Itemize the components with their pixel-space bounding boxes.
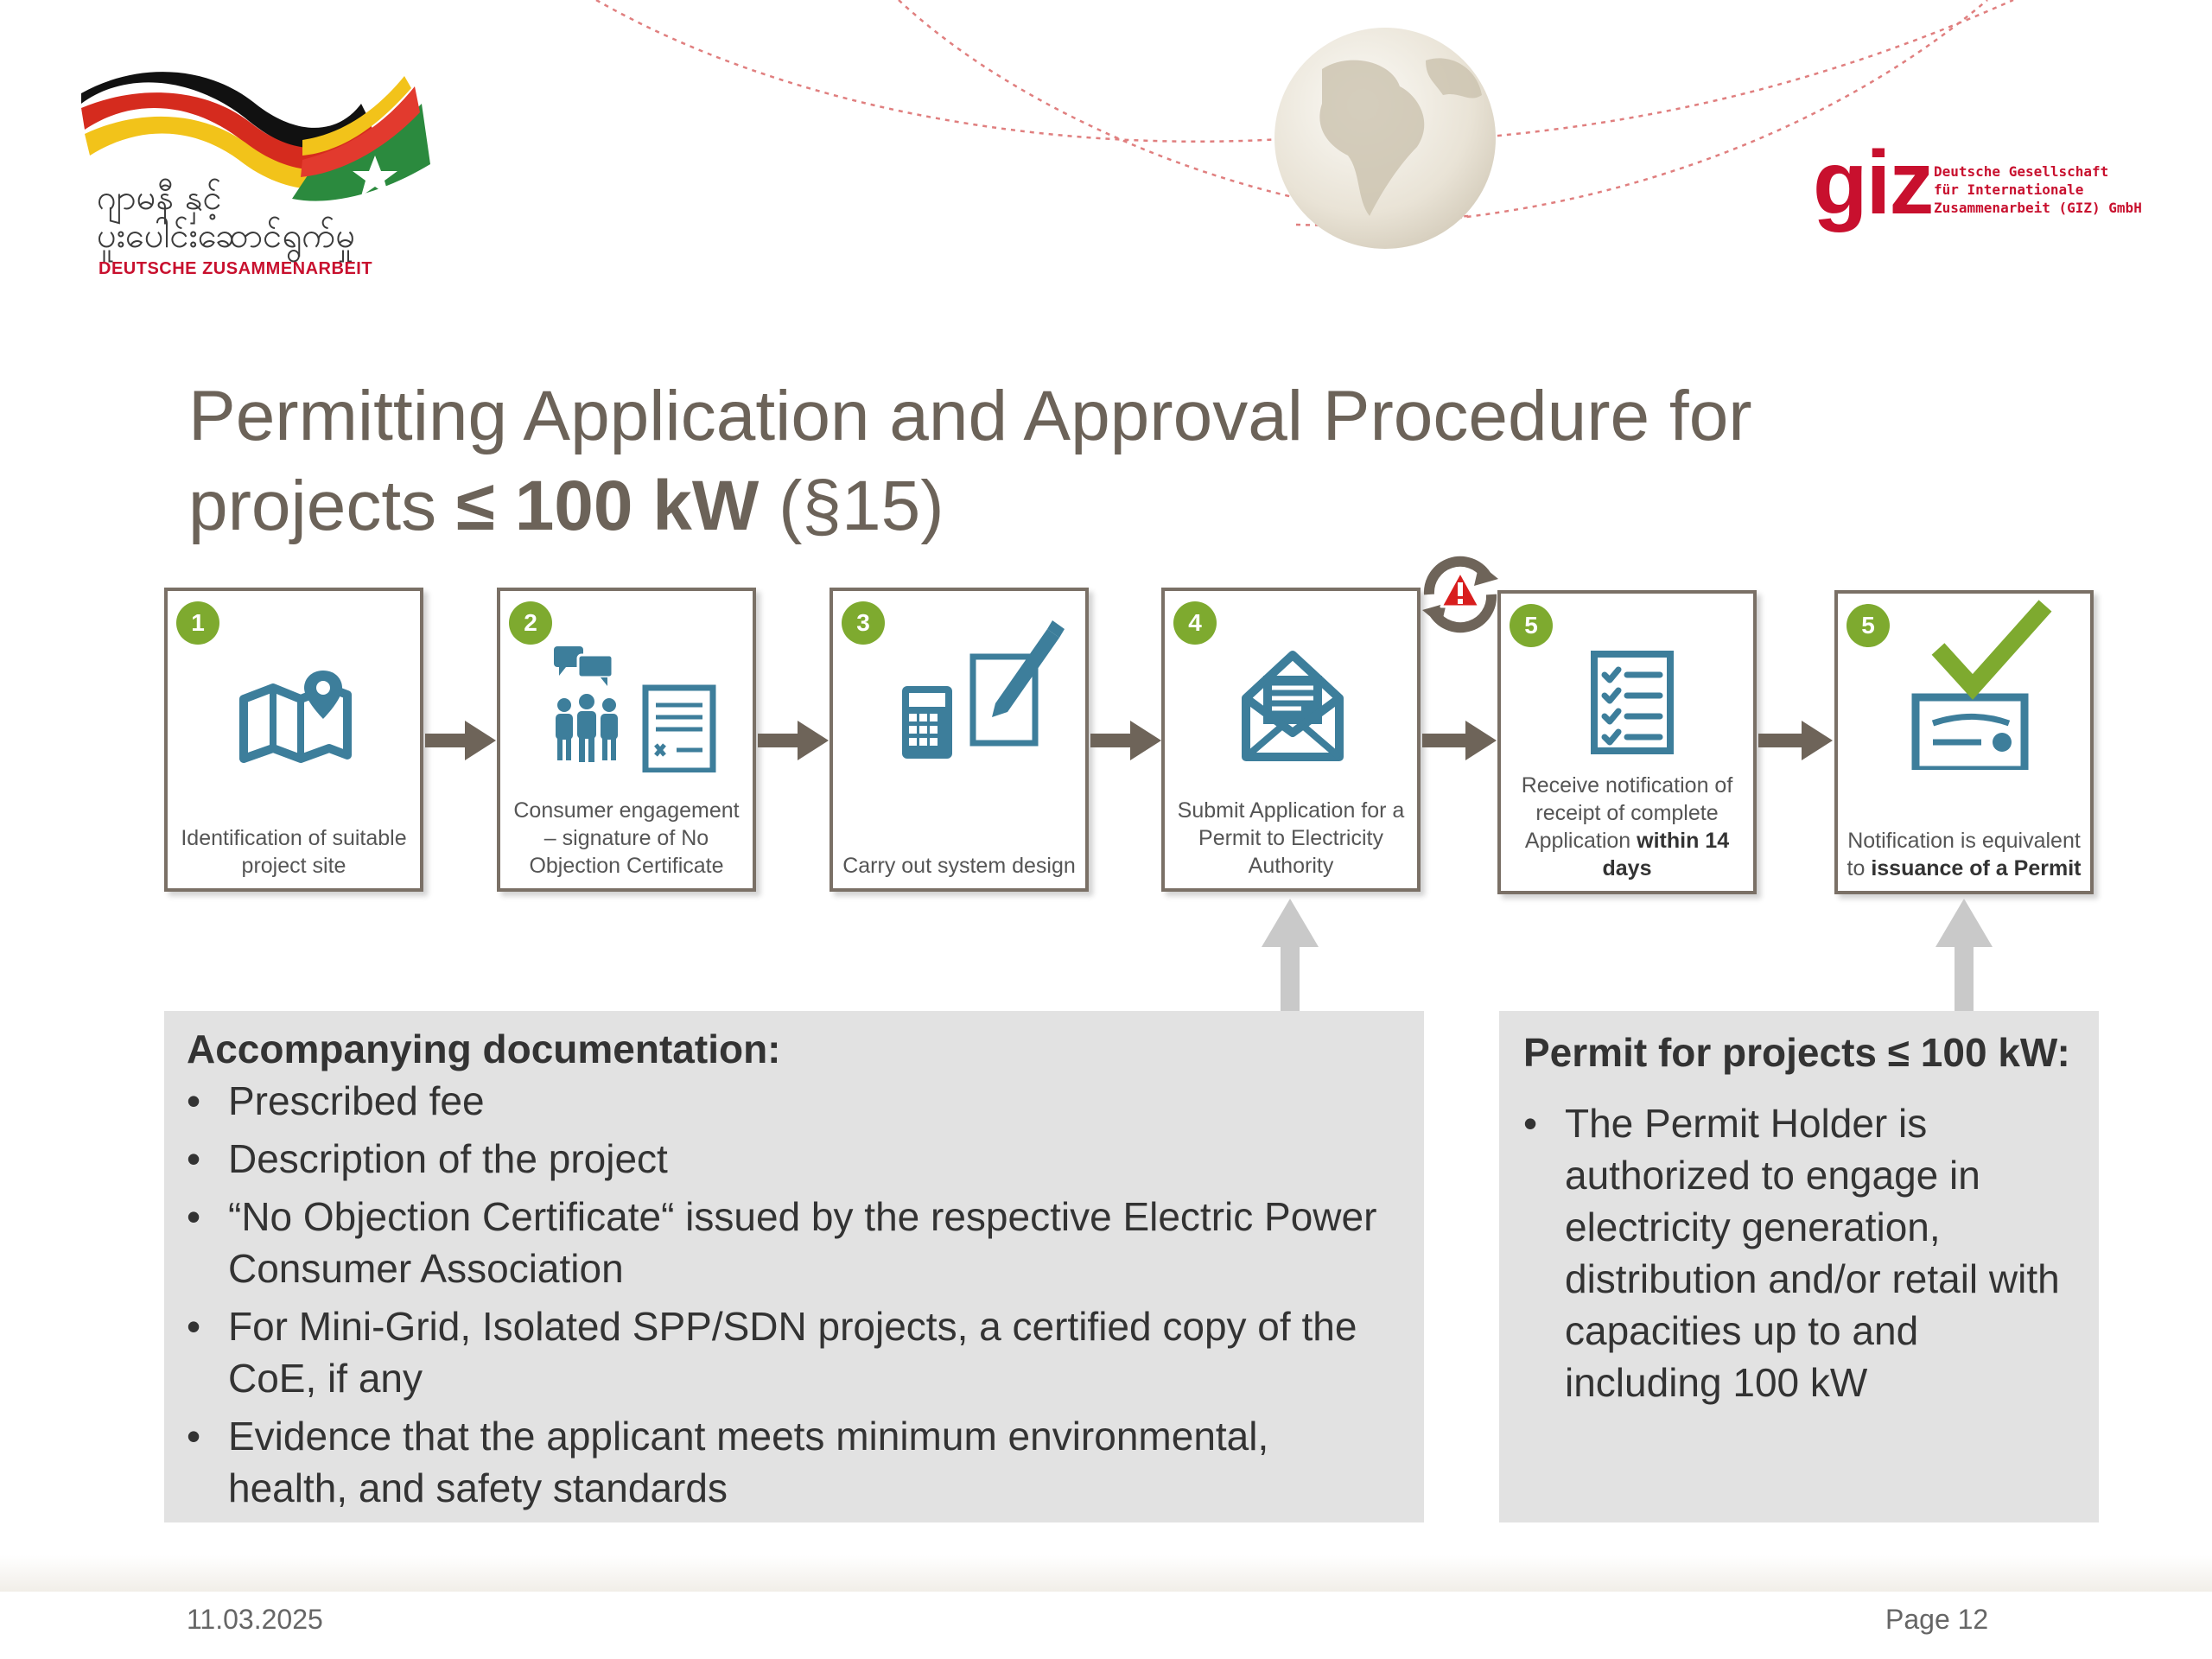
accompanying-documentation-panel [164, 1011, 1424, 1522]
list-item: • “No Objection Certificate“ issued by the respective Electric Power Consumer Association [187, 1191, 1398, 1294]
step-label: Identification of suitable project site [181, 826, 407, 878]
list-item: • The Permit Holder is authorized to engage in electricity generation, distribution and/or retail with capacities up to and including 100 kW [1523, 1097, 2073, 1408]
list-item: • For Mini-Grid, Isolated SPP/SDN projects, a certified copy of the CoE, if any [187, 1300, 1398, 1404]
giz-subtitle-line3: Zusammenarbeit (GIZ) GmbH [1934, 200, 2142, 216]
list-item: • Evidence that the applicant meets minimum environmental, health, and safety standards [187, 1410, 1398, 1514]
step-number-badge: 5 [1847, 604, 1890, 647]
page-number: Page 12 [1885, 1604, 1989, 1635]
page-title [188, 372, 2089, 551]
step-number-badge: 1 [176, 601, 219, 645]
giz-logo-subtitle [1934, 162, 2150, 217]
step-label: Carry out system design [842, 854, 1076, 878]
step-label-text: Notification is equivalent to [1847, 829, 2081, 880]
panel-heading: Permit for projects ≤ 100 kW: [1523, 1030, 2070, 1075]
step-number-badge: 2 [509, 601, 552, 645]
step-label-bold: within 14 days [1602, 829, 1730, 880]
process-step-1 [164, 588, 423, 892]
step-label [1845, 827, 2083, 882]
documentation-list [187, 1075, 1398, 1514]
arrow-up-icon [1934, 897, 1994, 1011]
process-step-5 [1497, 590, 1757, 894]
calculator-pen-icon [893, 608, 1066, 764]
step-number-badge: 5 [1510, 604, 1553, 647]
footer-date: 11.03.2025 [187, 1604, 323, 1635]
cycle-warning-icon [1417, 553, 1503, 636]
checklist-icon [1591, 651, 1674, 754]
process-step-2 [497, 588, 756, 892]
arrow-right-icon [758, 719, 830, 762]
permit-list [1523, 1097, 2073, 1408]
envelope-icon [1241, 650, 1344, 762]
process-step-4 [1161, 588, 1421, 892]
list-item: • Description of the project [187, 1133, 1398, 1185]
map-pin-icon [238, 669, 353, 764]
arrow-right-icon [1090, 719, 1163, 762]
arrow-right-icon [1758, 719, 1834, 762]
giz-subtitle-line2: für Internationale [1934, 181, 2084, 198]
list-item: • Prescribed fee [187, 1075, 1398, 1127]
myanmar-text-line2: ပူးပေါင်းဆောင်ရွက်မှု [97, 216, 356, 256]
footer-band [0, 1555, 2212, 1592]
process-step-6 [1834, 590, 2094, 894]
giz-logo: giz [1813, 133, 1933, 233]
title-line2-post: (§15) [759, 467, 944, 545]
step-label: Consumer engagement – signature of No Objection Certificate [513, 798, 740, 878]
step-label: Submit Application for a Permit to Electricity Authority [1177, 798, 1405, 878]
arrow-up-icon [1260, 897, 1320, 1011]
title-line2-pre: projects [188, 467, 456, 545]
giz-subtitle-line1: Deutsche Gesellschaft [1934, 163, 2109, 180]
title-line1: Permitting Application and Approval Procedure for [188, 377, 1752, 455]
arrow-right-icon [1422, 719, 1498, 762]
people-document-icon [552, 643, 725, 772]
panel-heading: Accompanying documentation: [187, 1027, 781, 1071]
arrow-right-icon [425, 719, 498, 762]
process-step-3 [830, 588, 1089, 892]
title-line2 [188, 461, 2089, 551]
title-line2-bold: ≤ 100 kW [455, 467, 760, 545]
step-label [1508, 772, 1746, 882]
deutsche-zusammenarbeit-caption: DEUTSCHE ZUSAMMENARBEIT [99, 259, 373, 278]
permit-panel [1499, 1011, 2099, 1522]
step-label-text: Receive notification of receipt of complete Application [1521, 773, 1733, 853]
myanmar-text-line1: ဂျာမနီ နှင့် [97, 178, 222, 218]
step-number-badge: 4 [1173, 601, 1217, 645]
step-label-bold: issuance of a Permit [1871, 856, 2082, 880]
step-number-badge: 3 [842, 601, 885, 645]
certificate-check-icon [1907, 597, 2054, 770]
